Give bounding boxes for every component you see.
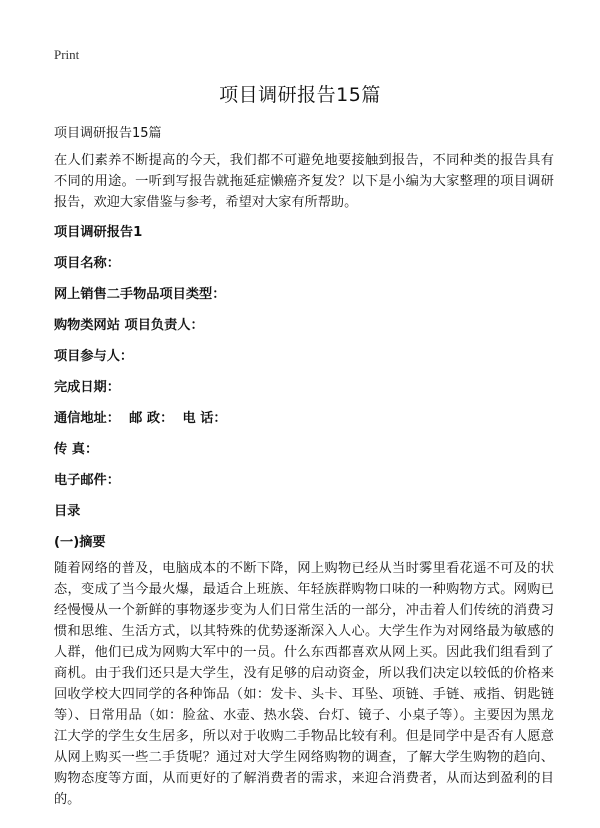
document-subtitle: 项目调研报告15篇: [54, 126, 162, 141]
intro-paragraph: 在人们素养不断提高的今天，我们都不可避免地要接触到报告，不同种类的报告具有不同的用途。一听到写报告就拖延症懒癌齐复发？以下是小编为大家整理的项目调研报告，欢迎大家借鉴与参考，希望对大家有所帮助。: [54, 153, 554, 210]
heading-project-type: 网上销售二手物品项目类型：: [54, 287, 226, 302]
summary-paragraph: 随着网络的普及，电脑成本的不断下降，网上购物已经从当时雾里看花遥不可及的状态，变成了当今最火爆，最适合上班族、年轻族群购物口味的一种购物方式。网购已经慢慢从一个新鲜的事物逐步变为人们日常生活的一部分，冲击着人们传统的消费习惯和思维、生活方式，以其特殊的优势逐渐深入人心。大学生作为对网络最为敏感的人群，他们已成为网购大军中的一员。什么东西都喜欢从网上买。因此我们组看到了商机。由于我们还只是大学生，没有足够的启动资金，所以我们决定以较低的价格来回收学校大四同学的各种饰品（如：发卡、头卡、耳坠、项链、手链、戒指、钥匙链等）、日常用品（如：脸盆、水壶、热水袋、台灯、镜子、小桌子等）。主要因为黑龙江大学的学生女生居多，所以对于收购二手物品比较有利。但是同学中是否有人愿意从网上购买一些二手货呢？通过对大学生网络购物的调查，了解大学生购物的趋向、购物态度等方面，从而更好的了解消费者的需求，来迎合消费者，从而达到盈利的目的。: [54, 561, 554, 807]
print-label: Print: [54, 47, 80, 62]
heading-toc: 目录: [54, 504, 81, 519]
page-title: 项目调研报告15篇: [219, 84, 381, 106]
heading-email: 电子邮件：: [54, 473, 120, 488]
heading-project-name: 项目名称：: [54, 256, 120, 271]
heading-abstract: (一)摘要: [54, 535, 106, 550]
heading-fax: 传 真：: [54, 442, 99, 457]
heading-owner: 购物类网站 项目负责人：: [54, 318, 204, 333]
heading-completion-date: 完成日期：: [54, 380, 120, 395]
heading-participants: 项目参与人：: [54, 349, 134, 364]
heading-contact: 通信地址： 邮 政： 电 话：: [54, 411, 227, 426]
heading-report-1: 项目调研报告1: [54, 225, 143, 240]
